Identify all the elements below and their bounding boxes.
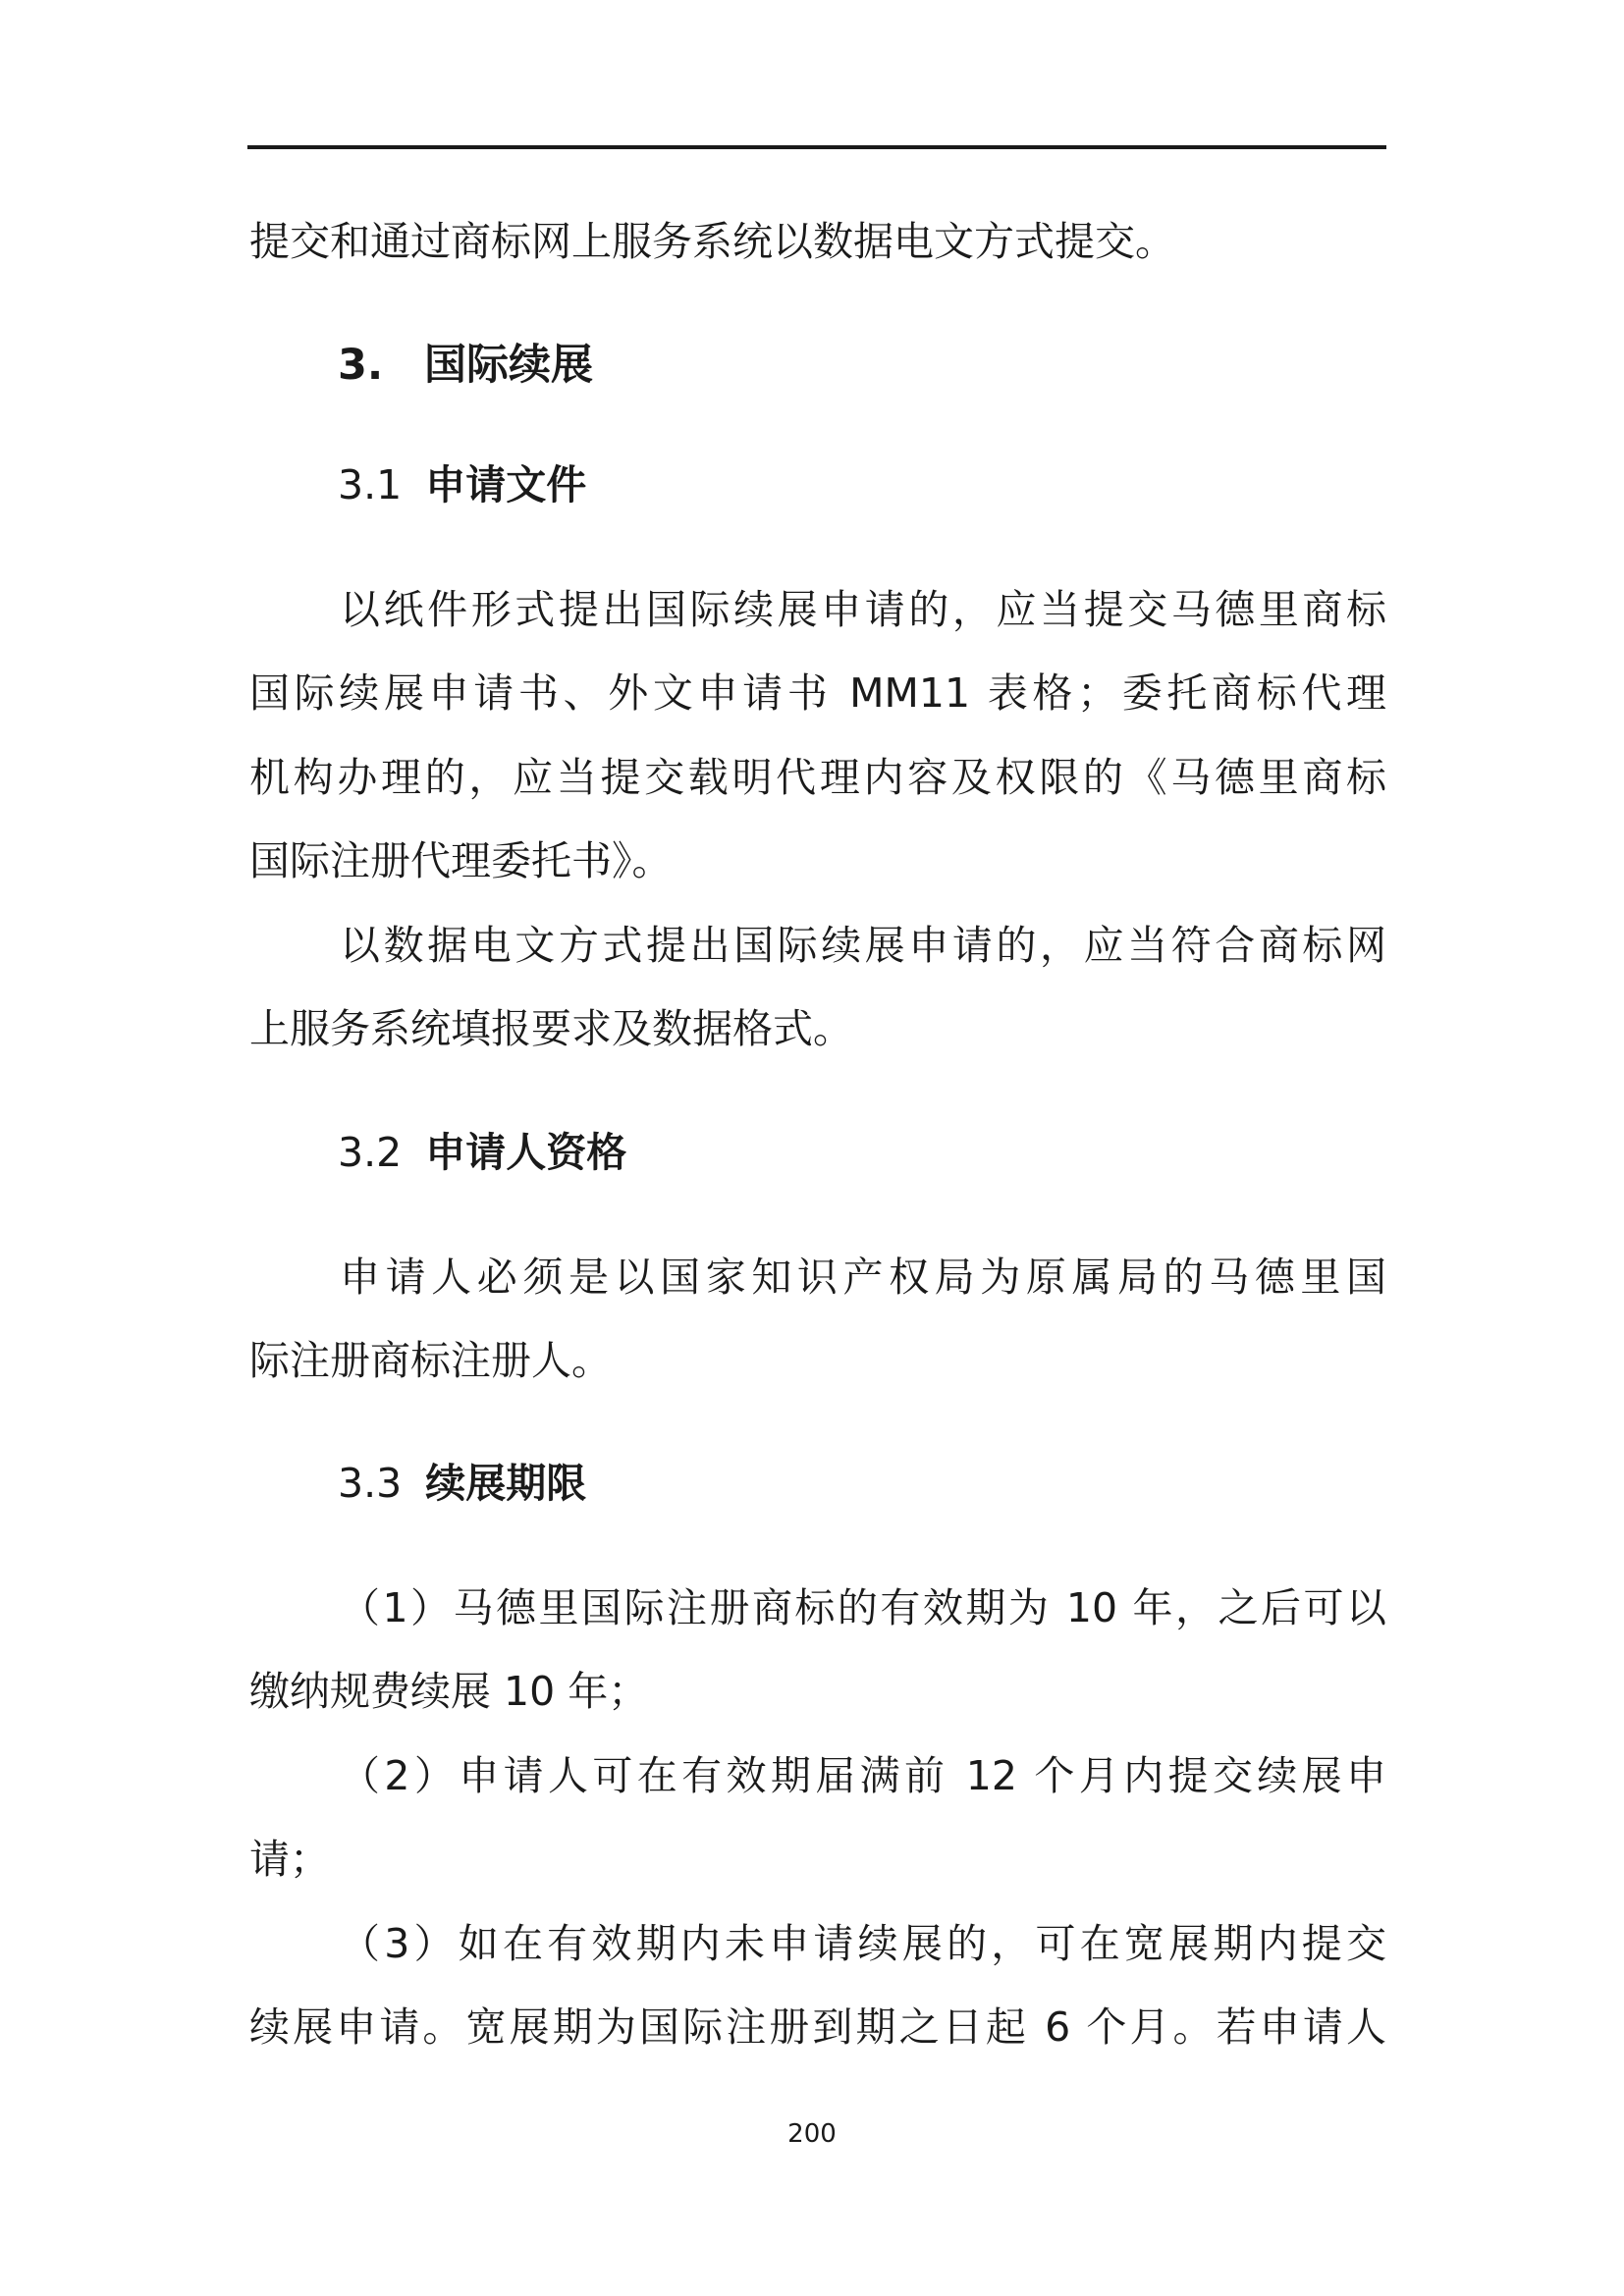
paragraph-line: 以纸件形式提出国际续展申请的，应当提交马德里商标 <box>340 586 1386 633</box>
subsection-number: 3.3 <box>338 1460 403 1507</box>
subsection-title: 申请文件 <box>425 461 587 508</box>
section-title: 国际续展 <box>424 341 593 390</box>
paragraph-line: 国际续展申请书、外文申请书 MM11 表格；委托商标代理 <box>249 669 1386 717</box>
paragraph-line: 请； <box>249 1836 330 1883</box>
subsection-number: 3.2 <box>338 1129 403 1176</box>
paragraph-line: （1）马德里国际注册商标的有效期为 10 年，之后可以 <box>340 1584 1386 1631</box>
page-number: 200 <box>787 2119 837 2149</box>
subsection-title: 续展期限 <box>425 1460 587 1507</box>
paragraph-line: 申请人必须是以国家知识产权局为原属局的马德里国 <box>340 1254 1386 1301</box>
paragraph-line: 提交和通过商标网上服务系统以数据电文方式提交。 <box>249 218 1175 265</box>
paragraph-line: （3）如在有效期内未申请续展的，可在宽展期内提交 <box>340 1920 1386 1967</box>
paragraph-line: 缴纳规费续展 10 年； <box>249 1668 649 1715</box>
paragraph-line: 以数据电文方式提出国际续展申请的，应当符合商标网 <box>340 922 1386 969</box>
paragraph-line: 上服务系统填报要求及数据格式。 <box>249 1005 853 1052</box>
paragraph-line: 机构办理的，应当提交载明代理内容及权限的《马德里商标 <box>249 754 1386 801</box>
paragraph-line: （2）申请人可在有效期届满前 12 个月内提交续展申 <box>340 1752 1386 1799</box>
subsection-title: 申请人资格 <box>425 1129 627 1176</box>
paragraph-line: 际注册商标注册人。 <box>249 1337 612 1384</box>
section-heading-3 <box>338 336 593 395</box>
paragraph-line: 续展申请。宽展期为国际注册到期之日起 6 个月。若申请人 <box>249 2003 1386 2051</box>
section-number: 3. <box>338 341 384 390</box>
subsection-heading-3-1 <box>338 455 586 514</box>
subsection-heading-3-3 <box>338 1454 586 1513</box>
paragraph-line: 国际注册代理委托书》。 <box>249 837 673 884</box>
subsection-heading-3-2 <box>338 1123 626 1182</box>
header-rule <box>247 145 1386 149</box>
subsection-number: 3.1 <box>338 461 403 508</box>
